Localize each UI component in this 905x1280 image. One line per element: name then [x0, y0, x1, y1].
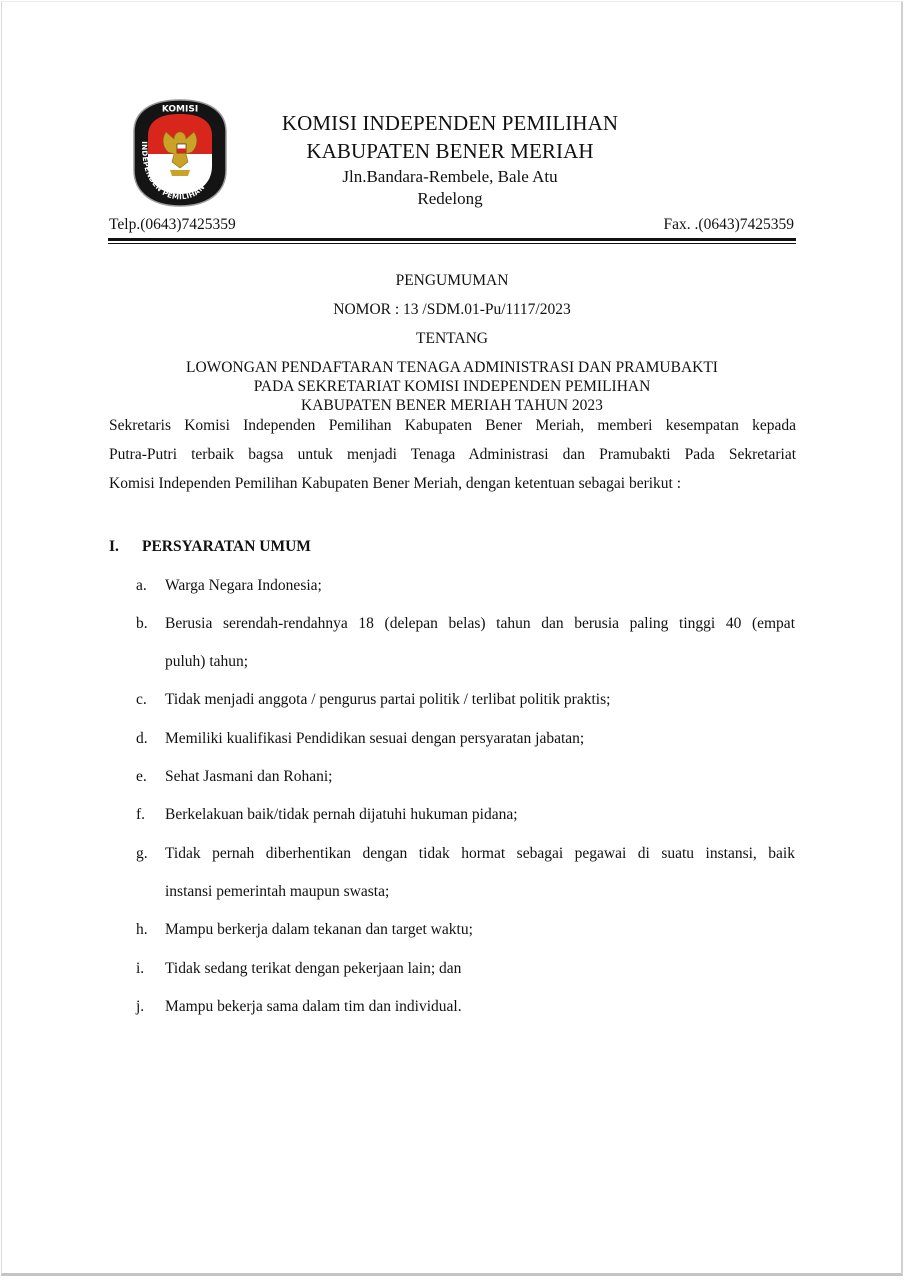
logo-text-top: KOMISI — [161, 104, 199, 115]
item-letter: c. — [136, 691, 147, 708]
section-heading — [109, 538, 311, 556]
item-text: Sehat Jasmani dan Rohani; — [165, 768, 333, 785]
item-text-continuation: puluh) tahun; — [165, 653, 249, 670]
item-text: Tidak menjadi anggota / pengurus partai politik / terlibat politik praktis; — [165, 691, 611, 708]
item-text: Mampu bekerja sama dalam tim dan individual. — [165, 998, 462, 1015]
intro-line-1: Sekretaris Komisi Independen Pemilihan Kabupaten Bener Meriah, memberi kesempatan kepada — [109, 417, 796, 434]
item-letter: j. — [136, 998, 145, 1015]
subject-line-2: PADA SEKRETARIAT KOMISI INDEPENDEN PEMILIHAN — [253, 378, 651, 395]
item-letter: b. — [136, 615, 148, 632]
item-letter: i. — [136, 960, 145, 977]
item-letter: g. — [136, 845, 148, 862]
subject-line-1: LOWONGAN PENDAFTARAN TENAGA ADMINISTRASI DAN PRAMUBAKTI — [186, 359, 718, 376]
item-letter: a. — [136, 577, 147, 594]
address-line1: Jln.Bandara-Rembele, Bale Atu — [342, 167, 558, 186]
address-line2: Redelong — [417, 189, 483, 208]
item-text: Mampu berkerja dalam tekanan dan target waktu; — [165, 921, 473, 938]
section-number: I. — [109, 538, 119, 555]
org-name-line2: KABUPATEN BENER MERIAH — [306, 139, 594, 163]
announcement-about: TENTANG — [416, 330, 488, 347]
section-title: PERSYARATAN UMUM — [142, 538, 311, 555]
item-letter: d. — [136, 730, 148, 747]
item-text-continuation: instansi pemerintah maupun swasta; — [165, 883, 390, 900]
subject-line-3: KABUPATEN BENER MERIAH TAHUN 2023 — [301, 397, 603, 414]
item-letter: f. — [136, 806, 146, 823]
intro-line-2: Putra-Putri terbaik bagsa untuk menjadi Tenaga Administrasi dan Pramubakti Pada Sekretariat — [109, 446, 796, 463]
fax-number: Fax. .(0643)7425359 — [663, 216, 794, 233]
intro-line-3: Komisi Independen Pemilihan Kabupaten Bener Meriah, dengan ketentuan sebagai berikut : — [109, 475, 682, 492]
intro-paragraph — [109, 411, 796, 498]
item-text: Tidak pernah diberhentikan dengan tidak hormat sebagai pegawai di suatu instansi, baik — [165, 845, 795, 862]
item-letter: h. — [136, 921, 148, 938]
item-text: Berkelakuan baik/tidak pernah dijatuhi hukuman pidana; — [165, 806, 518, 823]
item-text: Memiliki kualifikasi Pendidikan sesuai dengan persyaratan jabatan; — [165, 730, 585, 747]
item-text: Tidak sedang terikat dengan pekerjaan lain; dan — [165, 960, 462, 977]
phone-number: Telp.(0643)7425359 — [109, 216, 236, 233]
kip-logo — [132, 98, 228, 208]
logo-text-ring: INDEPENDEN PEMILIHAN — [139, 141, 207, 202]
announcement-heading: PENGUMUMAN — [395, 272, 509, 289]
org-name-line1: KOMISI INDEPENDEN PEMILIHAN — [281, 111, 619, 135]
item-letter: e. — [136, 768, 147, 785]
letterhead-divider-thin — [108, 243, 796, 244]
letterhead-divider-thick — [108, 238, 796, 241]
announcement-number: NOMOR : 13 /SDM.01-Pu/1117/2023 — [333, 301, 571, 318]
item-text: Berusia serendah-rendahnya 18 (delepan belas) tahun dan berusia paling tinggi 40 (empat — [165, 615, 795, 632]
item-text: Warga Negara Indonesia; — [165, 577, 322, 594]
